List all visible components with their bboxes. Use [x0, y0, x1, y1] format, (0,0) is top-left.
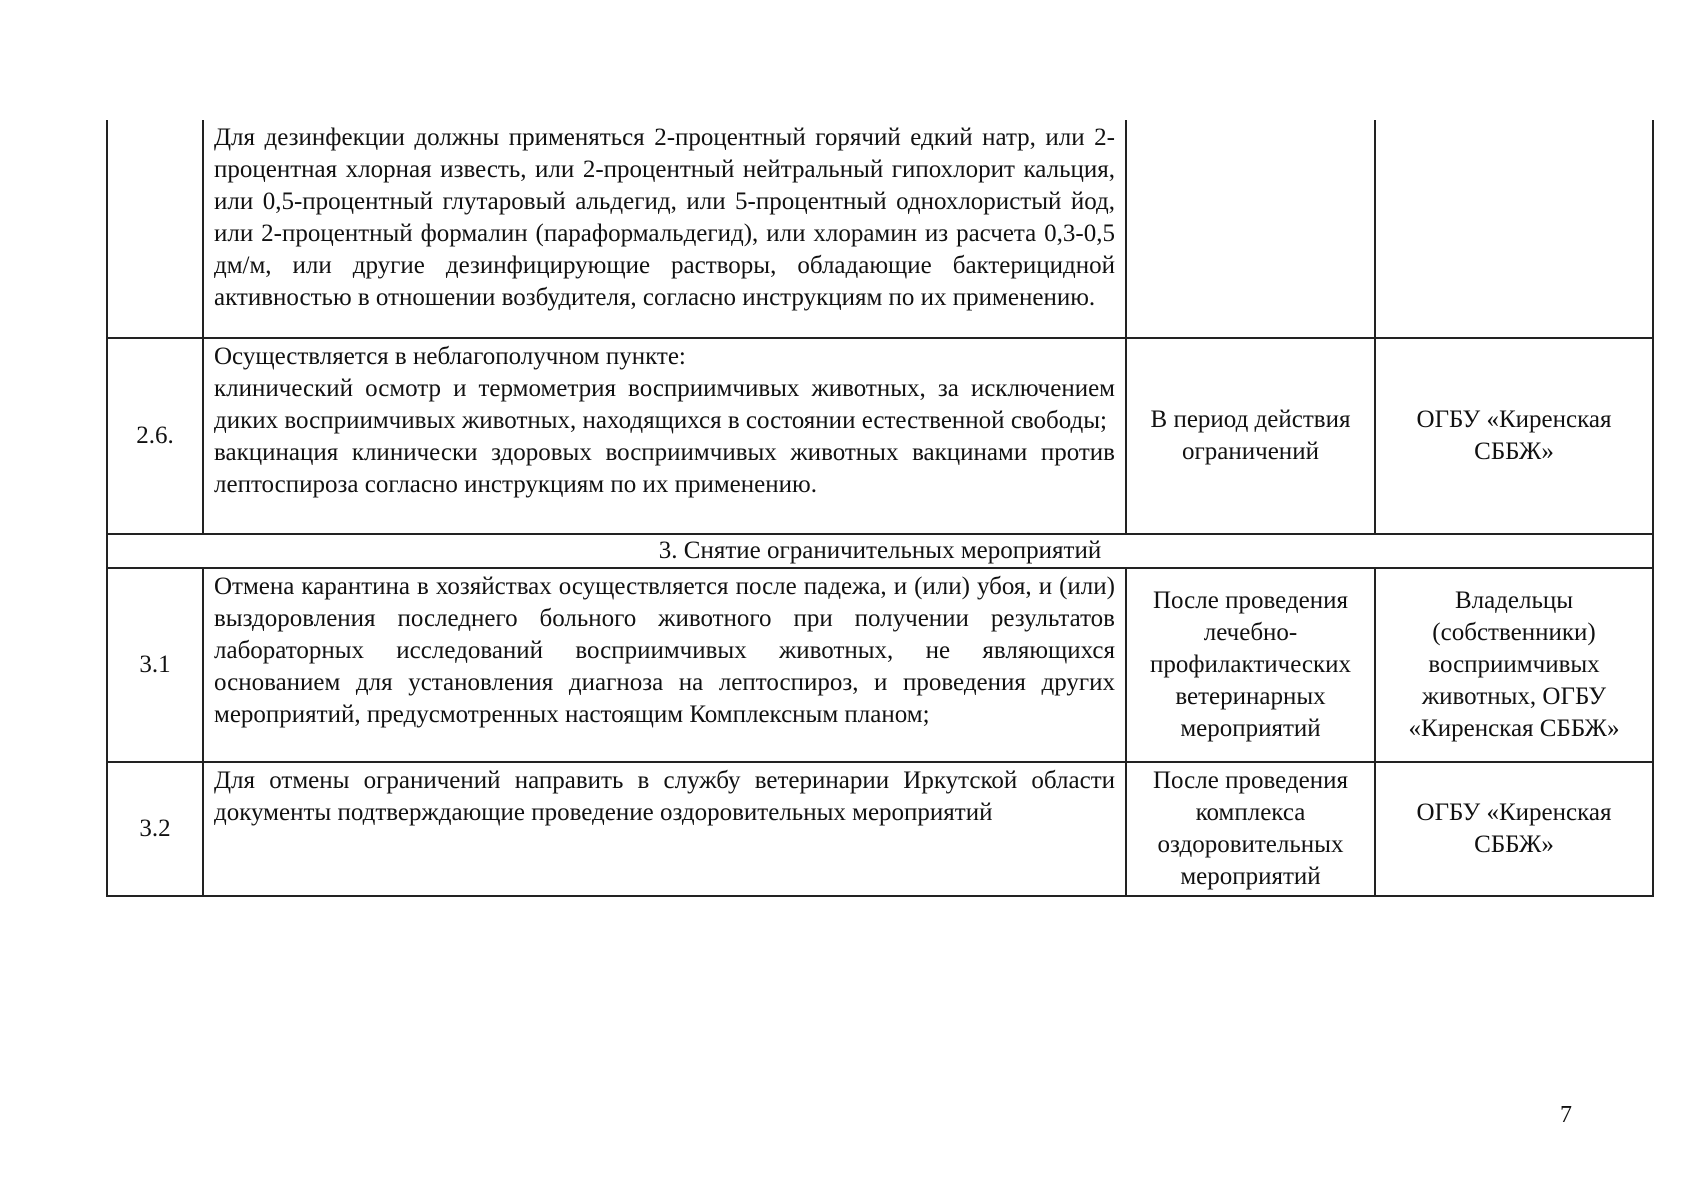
section-header-row	[107, 534, 1653, 568]
description-paragraph: вакцинация клинически здоровых восприимчивых животных вакцинами против лептоспироза согласно инструкциям по их применению.	[214, 439, 1115, 498]
description-paragraph: Осуществляется в неблагополучном пункте:	[214, 343, 686, 370]
row-description	[203, 338, 1126, 534]
description-paragraph: Отмена карантина в хозяйствах осуществляется после падежа, и (или) убоя, и (или) выздоровления последнего больного животного при получении результатов лабораторных исследований восприимчивых животных, не являющихся основанием для установления диагноза на лептоспироз, и проведения других мероприятий, предусмотренных настоящим Комплексным планом;	[214, 573, 1115, 728]
row-term: После проведения комплекса оздоровительных мероприятий	[1126, 762, 1375, 896]
row-number: 3.2	[107, 762, 203, 896]
table-row	[107, 568, 1653, 762]
description-paragraph: Для дезинфекции должны применяться 2-процентный горячий едкий натр, или 2-процентная хлорная известь, или 2-процентный нейтральный гипохлорит кальция, или 0,5-процентный глутаровый альдегид, или 5-процентный однохлористый йод, или 2-процентный формалин (параформальдегид), или хлорамин из расчета 0,3-0,5 дм/м, или другие дезинфицирующие растворы, обладающие бактерицидной активностью в отношении возбудителя, согласно инструкциям по их применению.	[214, 124, 1115, 311]
table-row	[107, 762, 1653, 896]
row-term	[1126, 120, 1375, 338]
page-number: 7	[1560, 1102, 1572, 1128]
row-responsible	[1375, 120, 1653, 338]
table-row	[107, 120, 1653, 338]
row-description	[203, 762, 1126, 896]
row-description	[203, 120, 1126, 338]
row-responsible: ОГБУ «Киренская СББЖ»	[1375, 338, 1653, 534]
row-number	[107, 120, 203, 338]
measures-table	[106, 120, 1654, 897]
row-responsible: Владельцы (собственники) восприимчивых животных, ОГБУ «Киренская СББЖ»	[1375, 568, 1653, 762]
row-number: 3.1	[107, 568, 203, 762]
table-row	[107, 338, 1653, 534]
description-paragraph: Для отмены ограничений направить в службу ветеринарии Иркутской области документы подтверждающие проведение оздоровительных мероприятий	[214, 767, 1115, 826]
row-term: После проведения лечебно-профилактических ветеринарных мероприятий	[1126, 568, 1375, 762]
row-description	[203, 568, 1126, 762]
section-title: 3. Снятие ограничительных мероприятий	[107, 534, 1653, 568]
row-term: В период действия ограничений	[1126, 338, 1375, 534]
row-responsible: ОГБУ «Киренская СББЖ»	[1375, 762, 1653, 896]
row-number: 2.6.	[107, 338, 203, 534]
description-paragraph: клинический осмотр и термометрия восприимчивых животных, за исключением диких восприимчивых животных, находящихся в состоянии естественной свободы;	[214, 375, 1115, 434]
